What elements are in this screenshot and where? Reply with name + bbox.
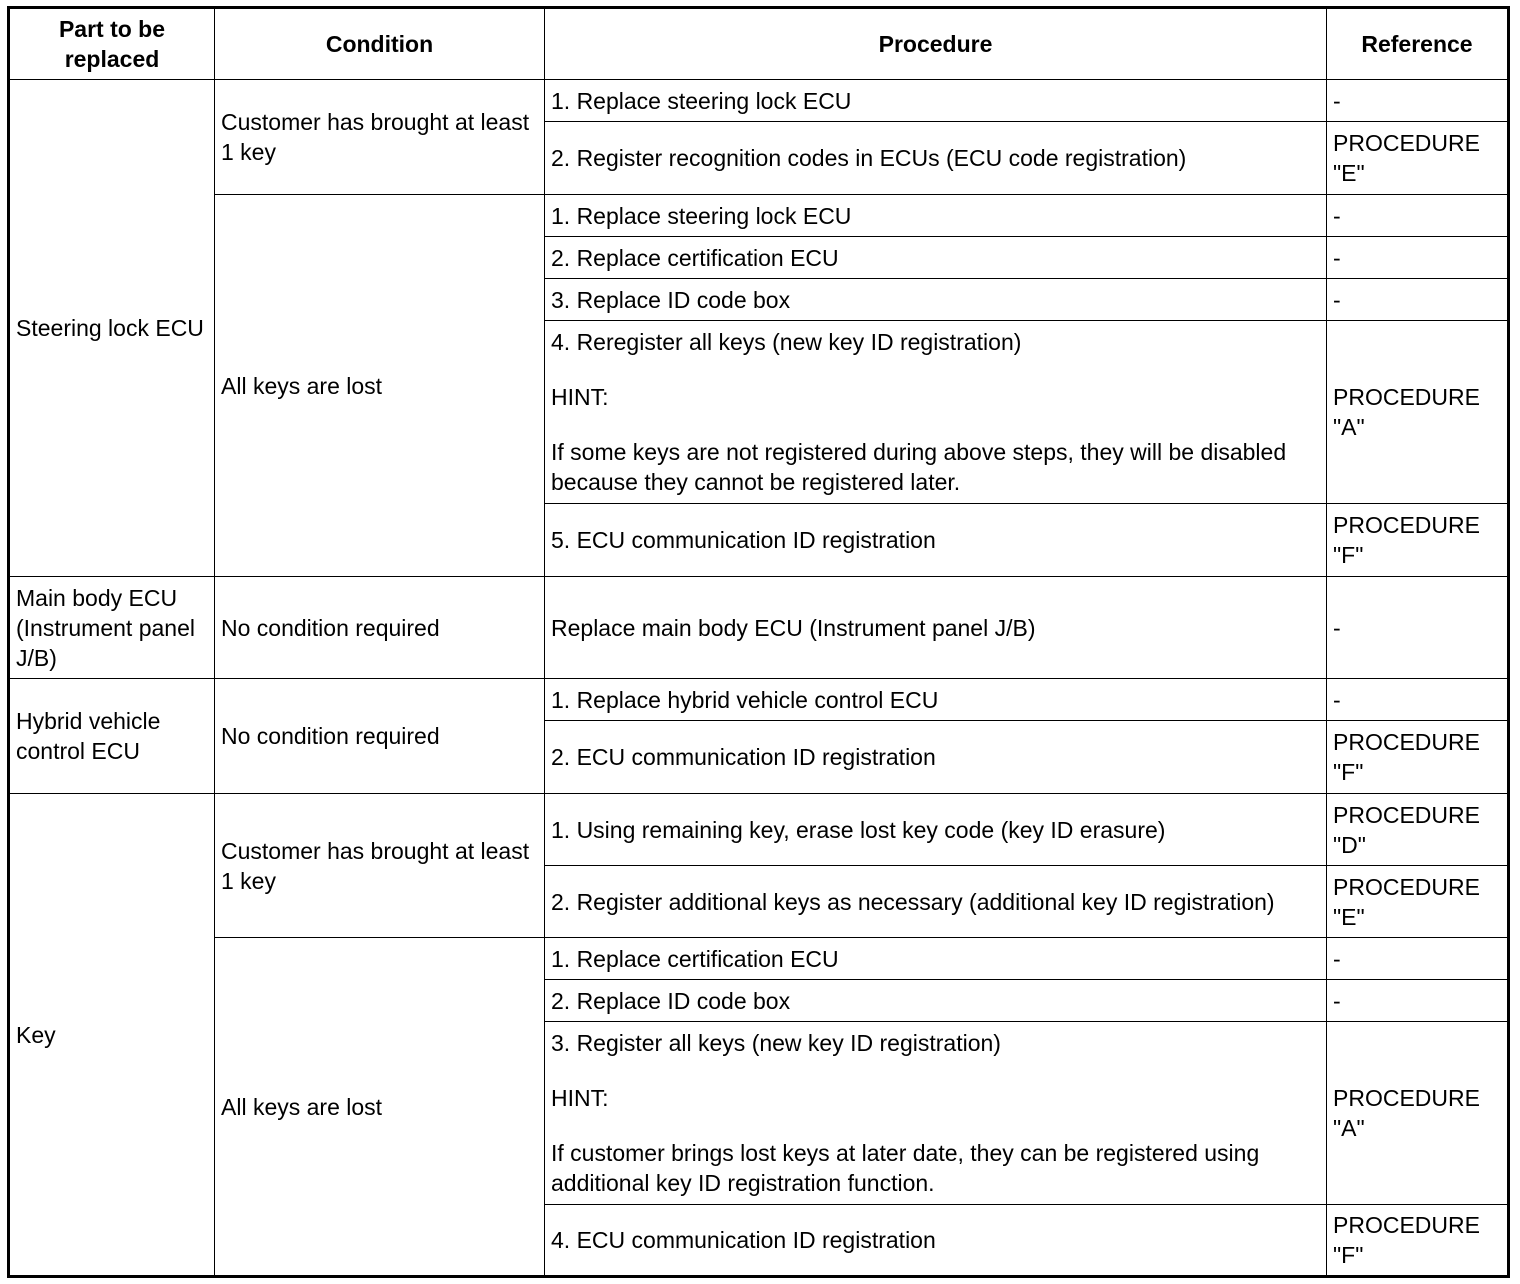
reference-cell: - [1327, 938, 1509, 980]
reference-cell: - [1327, 80, 1509, 122]
procedure-cell [545, 1022, 1327, 1205]
condition-cell: Customer has brought at least 1 key [215, 80, 545, 195]
table-row [9, 80, 1509, 122]
table-row [9, 938, 1509, 980]
procedure-cell: 2. Replace certification ECU [545, 237, 1327, 279]
procedure-cell: Replace main body ECU (Instrument panel J/B) [545, 577, 1327, 679]
reference-cell: PROCEDURE "A" [1327, 1022, 1509, 1205]
procedure-cell [545, 321, 1327, 504]
procedure-cell: 5. ECU communication ID registration [545, 504, 1327, 577]
condition-cell: No condition required [215, 679, 545, 794]
reference-cell: PROCEDURE "F" [1327, 721, 1509, 794]
reference-cell: PROCEDURE "F" [1327, 1205, 1509, 1277]
procedure-step: 3. Register all keys (new key ID registration) [551, 1030, 1001, 1056]
table-row [9, 577, 1509, 679]
header-row [9, 8, 1509, 80]
reference-cell: - [1327, 279, 1509, 321]
header-condition: Condition [215, 8, 545, 80]
hint-text: If customer brings lost keys at later date, they can be registered using additional key ID registration function. [551, 1140, 1260, 1196]
procedure-cell: 1. Replace hybrid vehicle control ECU [545, 679, 1327, 721]
part-cell: Hybrid vehicle control ECU [9, 679, 215, 794]
hint-label: HINT: [551, 384, 609, 410]
reference-cell: PROCEDURE "F" [1327, 504, 1509, 577]
reference-cell: PROCEDURE "E" [1327, 122, 1509, 195]
table-row [9, 679, 1509, 721]
procedure-cell: 1. Replace certification ECU [545, 938, 1327, 980]
condition-cell: All keys are lost [215, 195, 545, 577]
header-reference: Reference [1327, 8, 1509, 80]
table-row [9, 794, 1509, 866]
part-cell: Main body ECU (Instrument panel J/B) [9, 577, 215, 679]
reference-cell: - [1327, 577, 1509, 679]
procedure-cell: 1. Using remaining key, erase lost key code (key ID erasure) [545, 794, 1327, 866]
part-cell: Key [9, 794, 215, 1277]
condition-cell: All keys are lost [215, 938, 545, 1277]
procedure-cell: 2. Replace ID code box [545, 980, 1327, 1022]
header-procedure: Procedure [545, 8, 1327, 80]
reference-cell: - [1327, 195, 1509, 237]
hint-text: If some keys are not registered during above steps, they will be disabled because they cannot be registered later. [551, 439, 1287, 495]
reference-cell: PROCEDURE "E" [1327, 866, 1509, 938]
procedure-cell: 4. ECU communication ID registration [545, 1205, 1327, 1277]
hint-label: HINT: [551, 1085, 609, 1111]
table-row [9, 195, 1509, 237]
reference-cell: PROCEDURE "D" [1327, 794, 1509, 866]
procedure-cell: 3. Replace ID code box [545, 279, 1327, 321]
procedure-cell: 2. ECU communication ID registration [545, 721, 1327, 794]
procedure-step: 4. Reregister all keys (new key ID registration) [551, 329, 1022, 355]
part-cell: Steering lock ECU [9, 80, 215, 577]
reference-cell: - [1327, 679, 1509, 721]
reference-cell: - [1327, 237, 1509, 279]
condition-cell: No condition required [215, 577, 545, 679]
replacement-procedure-table [7, 6, 1510, 1278]
header-part: Part to be replaced [9, 8, 215, 80]
procedure-cell: 2. Register recognition codes in ECUs (ECU code registration) [545, 122, 1327, 195]
reference-cell: - [1327, 980, 1509, 1022]
condition-cell: Customer has brought at least 1 key [215, 794, 545, 938]
reference-cell: PROCEDURE "A" [1327, 321, 1509, 504]
procedure-cell: 1. Replace steering lock ECU [545, 80, 1327, 122]
procedure-cell: 2. Register additional keys as necessary (additional key ID registration) [545, 866, 1327, 938]
procedure-cell: 1. Replace steering lock ECU [545, 195, 1327, 237]
